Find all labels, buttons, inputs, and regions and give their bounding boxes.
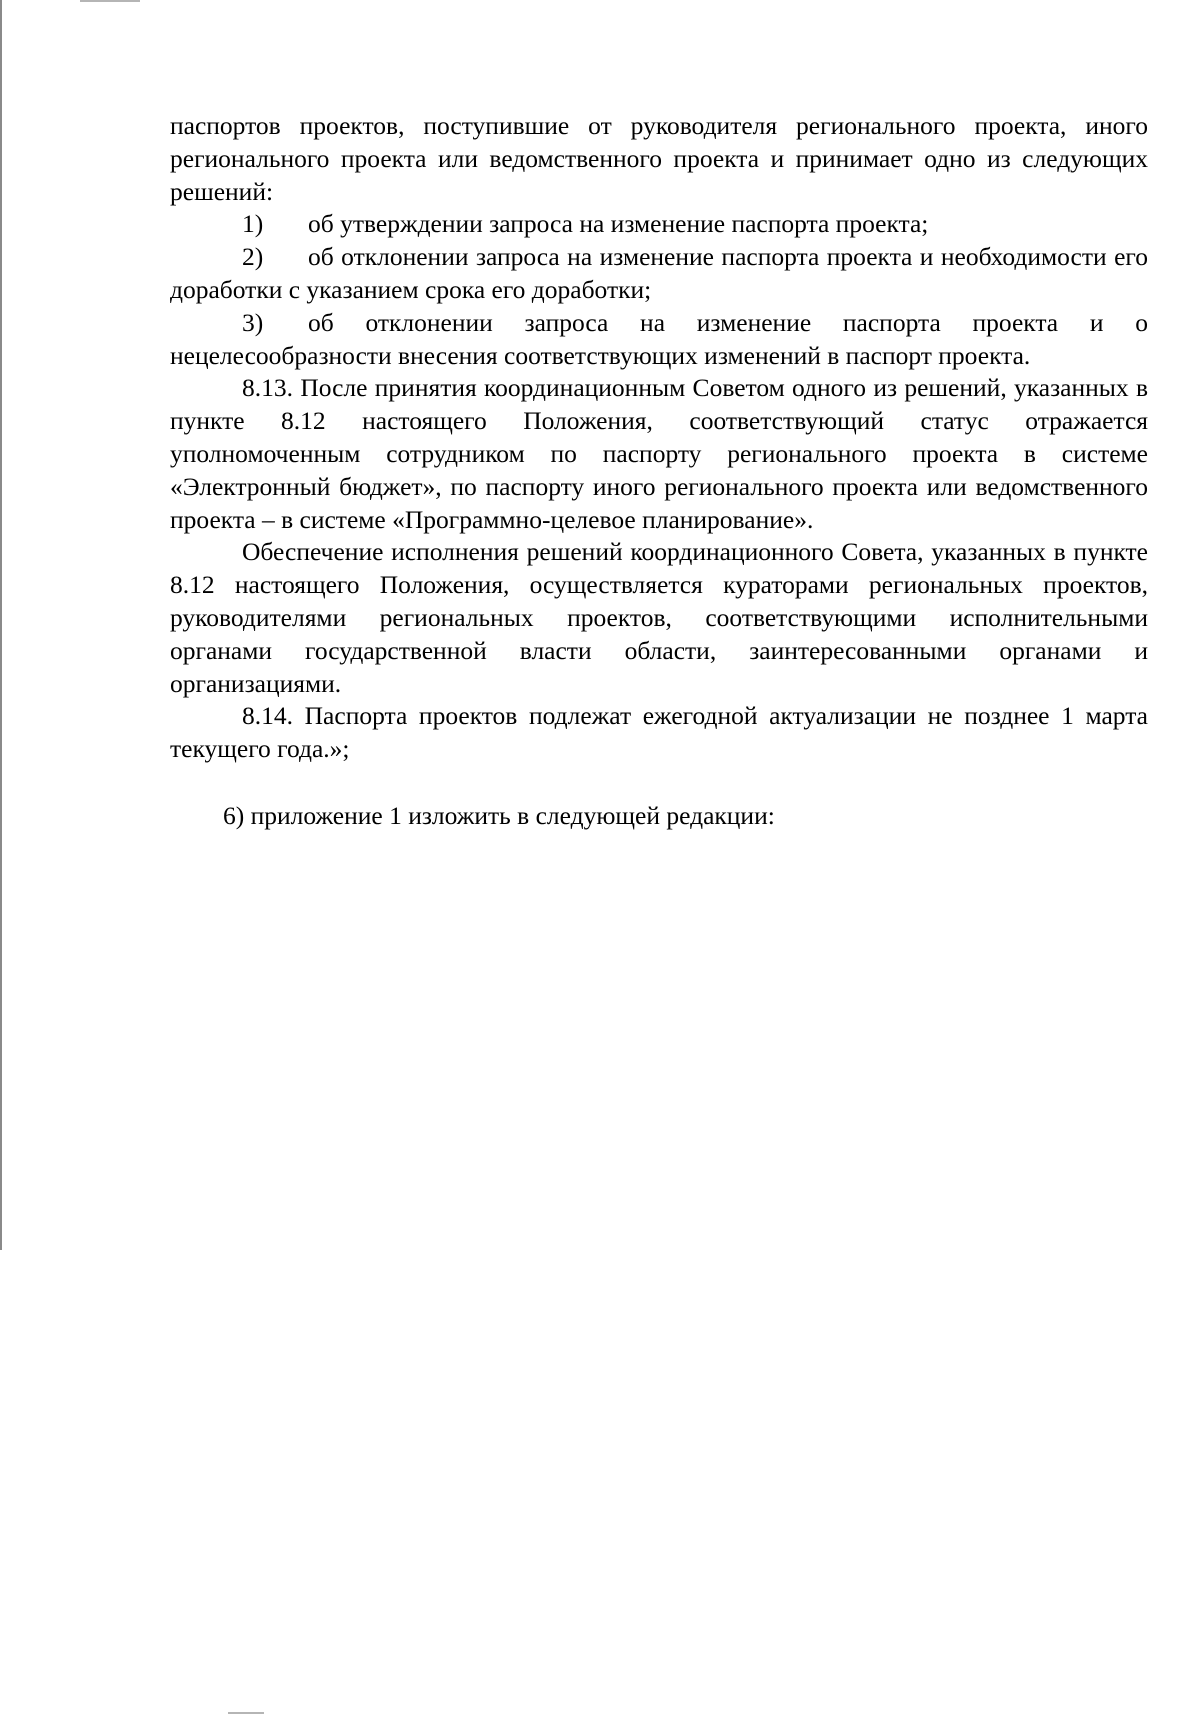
- paragraph-8-13: 8.13. После принятия координационным Советом одного из решений, указанных в пункте 8.12 настоящего Положения, соответствующий статус отражается уполномоченным сотрудником по паспорту регионального проекта в системе «Электронный бюджет», по паспорту иного регионального проекта или ведомственного проекта – в системе «Программно-целевое планирование».: [170, 373, 1148, 534]
- scan-left-edge: [0, 0, 2, 1250]
- list-number: 3): [242, 307, 264, 337]
- list-number: 2): [242, 242, 264, 272]
- decision-item-2: [170, 241, 1148, 307]
- paragraph-8-14: 8.14. Паспорта проектов подлежат ежегодной актуализации не позднее 1 марта текущего года.»;: [170, 701, 1148, 764]
- decision-item-1: [170, 208, 1148, 241]
- list-item-text: об отклонении запроса на изменение паспорта проекта и необходимости его доработки с указанием срока его доработки;: [170, 242, 1148, 304]
- scan-top-mark: [80, 0, 140, 2]
- paragraph-spacer: [170, 766, 1148, 800]
- intro-paragraph: паспортов проектов, поступившие от руководителя регионального проекта, иного регионального проекта или ведомственного проекта и принимает одно из следующих решений:: [170, 111, 1148, 206]
- list-item-text: об утверждении запроса на изменение паспорта проекта;: [308, 209, 929, 239]
- document-body: [170, 110, 1148, 833]
- list-number: 1): [242, 209, 264, 239]
- amendment-item-6: 6) приложение 1 изложить в следующей редакции:: [223, 800, 775, 830]
- paragraph-execution: Обеспечение исполнения решений координационного Совета, указанных в пункте 8.12 настоящего Положения, осуществляется кураторами региональных проектов, руководителями региональных проектов, соответствующими исполнительными органами государственной власти области, заинтересованными органами и организациями.: [170, 537, 1148, 698]
- decision-item-3: [170, 307, 1148, 373]
- list-item-text: об отклонении запроса на изменение паспорта проекта и о нецелесообразности внесения соответствующих изменений в паспорт проекта.: [170, 307, 1148, 370]
